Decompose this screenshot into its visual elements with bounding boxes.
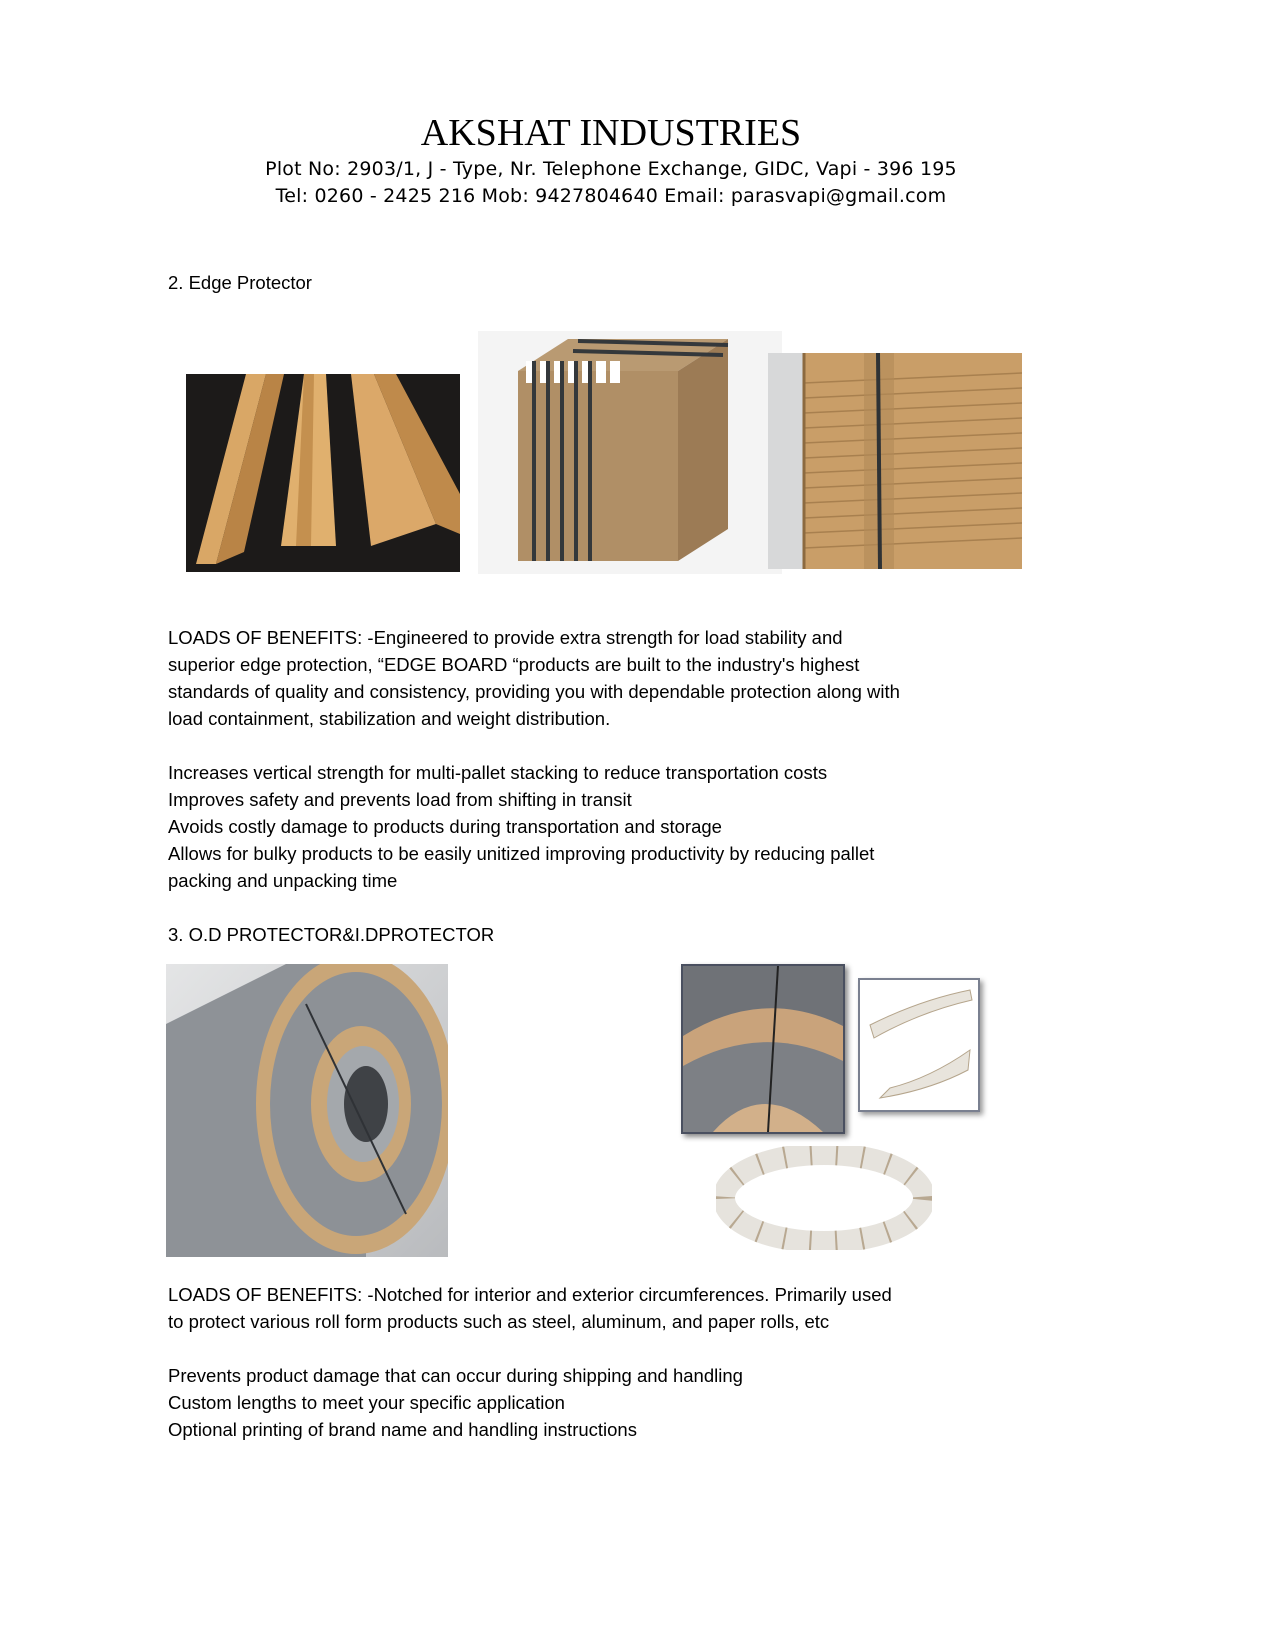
od-bullet-line: Custom lengths to meet your specific application	[168, 1392, 565, 1413]
letterhead	[0, 110, 1222, 210]
edge-protector-strips-photo	[186, 374, 460, 572]
protector-ring-photo	[716, 1146, 932, 1250]
steel-coil-photo	[166, 964, 448, 1257]
edge-bullet-line: packing and unpacking time	[168, 870, 398, 891]
address-line: Plot No: 2903/1, J - Type, Nr. Telephone Exchange, GIDC, Vapi - 396 195	[265, 158, 957, 180]
edge-bullet-line: Improves safety and prevents load from shifting in transit	[168, 789, 632, 810]
edge-bullet-line: Increases vertical strength for multi-pallet stacking to reduce transportation costs	[168, 762, 828, 783]
section-heading-edge-protector: 2. Edge Protector	[168, 272, 312, 293]
od-bullet-line: Prevents product damage that can occur during shipping and handling	[168, 1365, 743, 1386]
strapped-box-photo	[478, 331, 782, 574]
protector-strip-photo	[858, 978, 980, 1112]
edge-benefits-line: superior edge protection, “EDGE BOARD “products are built to the industry's highest	[168, 654, 860, 675]
edge-benefits-line: LOADS OF BENEFITS: -Engineered to provide extra strength for load stability and	[168, 627, 843, 648]
section-heading-od-id-protector: 3. O.D PROTECTOR&I.DPROTECTOR	[168, 924, 495, 945]
od-benefits-line: LOADS OF BENEFITS: -Notched for interior and exterior circumferences. Primarily used	[168, 1284, 892, 1305]
od-bullet-line: Optional printing of brand name and handling instructions	[168, 1419, 637, 1440]
contact-line: Tel: 0260 - 2425 216 Mob: 9427804640 Email: parasvapi@gmail.com	[275, 185, 947, 207]
edge-bullet-line: Allows for bulky products to be easily unitized improving productivity by reducing pallet	[168, 843, 875, 864]
coil-closeup-photo	[681, 964, 845, 1134]
edge-benefits-line: standards of quality and consistency, providing you with dependable protection along with	[168, 681, 900, 702]
company-name: AKSHAT INDUSTRIES	[420, 112, 802, 154]
od-benefits-line: to protect various roll form products such as steel, aluminum, and paper rolls, etc	[168, 1311, 830, 1332]
stacked-boards-photo	[768, 353, 1022, 569]
edge-bullet-line: Avoids costly damage to products during transportation and storage	[168, 816, 722, 837]
edge-benefits-line: load containment, stabilization and weight distribution.	[168, 708, 611, 729]
